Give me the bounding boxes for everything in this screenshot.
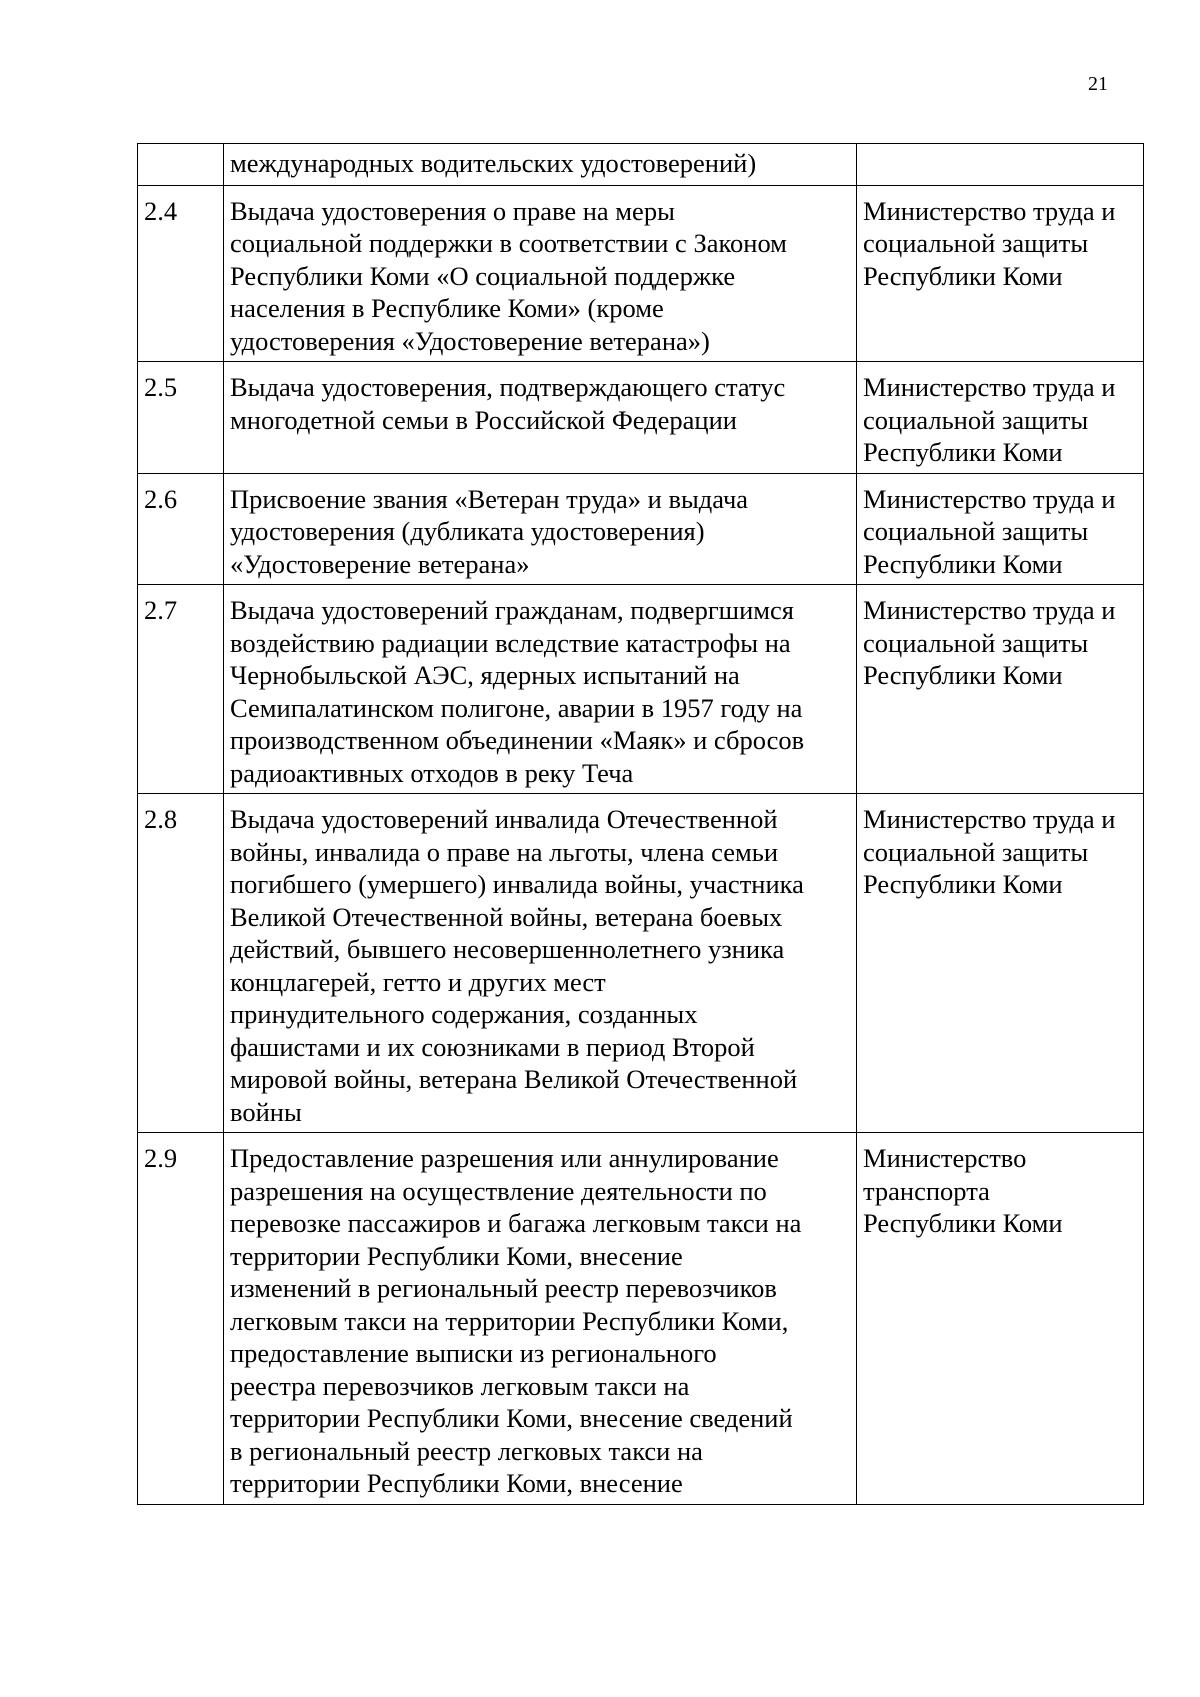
description-line: в региональный реестр легковых такси на <box>230 1435 703 1466</box>
organization-line: социальной защиты <box>863 404 1089 435</box>
description-line: удостоверения «Удостоверение ветерана») <box>230 325 710 356</box>
organization-line: Республики Коми <box>863 437 1063 467</box>
row-number <box>138 144 224 186</box>
row-number: 2.6 <box>138 473 224 585</box>
description-line: Выдача удостоверения, подтверждающего статус <box>230 372 786 402</box>
description-line: легковым такси на территории Республики Коми, <box>230 1305 789 1336</box>
row-number: 2.8 <box>138 794 224 1133</box>
organization-line: Республики Коми <box>863 660 1063 690</box>
table-row <box>138 585 1144 794</box>
responsible-organization <box>857 1133 1144 1505</box>
responsible-organization <box>857 185 1144 362</box>
description-line: воздействию радиации вследствие катастрофы на <box>230 627 791 658</box>
responsible-organization <box>857 585 1144 794</box>
organization-line: социальной защиты <box>863 516 1089 546</box>
organization-line: Республики Коми <box>863 548 1063 579</box>
service-description <box>224 185 857 362</box>
service-description <box>224 585 857 794</box>
service-description <box>224 362 857 474</box>
organization-line: социальной защиты <box>863 228 1089 258</box>
organization-line: транспорта <box>863 1175 990 1206</box>
description-line: территории Республики Коми, внесение сведений <box>230 1403 793 1433</box>
table-row <box>138 144 1144 186</box>
organization-line: Республики Коми <box>863 1208 1063 1238</box>
description-line: удостоверения (дубликата удостоверения) <box>230 516 705 546</box>
description-line: Выдача удостоверений гражданам, подвергшимся <box>230 595 794 625</box>
organization-line: Министерство труда и <box>863 195 1116 226</box>
description-line: Чернобыльской АЭС, ядерных испытаний на <box>230 660 740 690</box>
organization-line: Министерство <box>863 1143 1027 1173</box>
organization-line: социальной защиты <box>863 627 1089 658</box>
service-description <box>224 794 857 1133</box>
organization-line: Министерство труда и <box>863 372 1116 402</box>
description-line: фашистами и их союзниками в период Второй <box>230 1031 755 1062</box>
description-line: Выдача удостоверений инвалида Отечественной <box>230 804 778 834</box>
service-description <box>224 473 857 585</box>
organization-line: Республики Коми <box>863 869 1063 899</box>
table-row <box>138 794 1144 1133</box>
description-line: разрешения на осуществление деятельности по <box>230 1175 767 1206</box>
description-line: территории Республики Коми, внесение <box>230 1240 683 1271</box>
description-line: погибшего (умершего) инвалида войны, участника <box>230 869 804 899</box>
description-line: Предоставление разрешения или аннулирование <box>230 1143 779 1173</box>
description-line: мировой войны, ветерана Великой Отечественной <box>230 1064 798 1094</box>
description-line: войны, инвалида о праве на льготы, члена семьи <box>230 836 778 867</box>
description-line: перевозке пассажиров и багажа легковым такси на <box>230 1208 802 1238</box>
service-description <box>224 1133 857 1505</box>
services-table <box>137 143 1144 1505</box>
service-description <box>224 144 857 186</box>
responsible-organization <box>857 362 1144 474</box>
row-number: 2.4 <box>138 185 224 362</box>
description-line: производственном объединении «Маяк» и сбросов <box>230 725 805 755</box>
description-line: действий, бывшего несовершеннолетнего узника <box>230 934 785 964</box>
row-number: 2.9 <box>138 1133 224 1505</box>
organization-line: социальной защиты <box>863 836 1089 867</box>
description-line: Великой Отечественной войны, ветерана боевых <box>230 901 783 932</box>
description-line: территории Республики Коми, внесение <box>230 1468 683 1498</box>
description-line: предоставление выписки из регионального <box>230 1338 717 1368</box>
organization-line: Министерство труда и <box>863 483 1116 514</box>
description-line: реестра перевозчиков легковым такси на <box>230 1370 690 1401</box>
page-number: 21 <box>1088 73 1108 95</box>
table-row <box>138 185 1144 362</box>
description-line: изменений в региональный реестр перевозчиков <box>230 1273 777 1303</box>
row-number: 2.5 <box>138 362 224 474</box>
responsible-organization <box>857 473 1144 585</box>
organization-line: Республики Коми <box>863 260 1063 291</box>
description-line: концлагерей, гетто и других мест <box>230 966 606 997</box>
table-row <box>138 1133 1144 1505</box>
description-line: войны <box>230 1096 302 1127</box>
organization-line: Министерство труда и <box>863 595 1116 625</box>
responsible-organization <box>857 144 1144 186</box>
description-line: Присвоение звания «Ветеран труда» и выдача <box>230 483 749 514</box>
description-line: международных водительских удостоверений) <box>230 148 757 178</box>
description-line: многодетной семьи в Российской Федерации <box>230 404 737 435</box>
description-line: Семипалатинском полигоне, аварии в 1957 году на <box>230 692 803 723</box>
responsible-organization <box>857 794 1144 1133</box>
description-line: Республики Коми «О социальной поддержке <box>230 260 736 291</box>
description-line: социальной поддержки в соответствии с Законом <box>230 228 787 258</box>
description-line: «Удостоверение ветерана» <box>230 548 530 579</box>
table-row <box>138 362 1144 474</box>
row-number: 2.7 <box>138 585 224 794</box>
description-line: населения в Республике Коми» (кроме <box>230 293 664 323</box>
description-line: принудительного содержания, созданных <box>230 999 698 1029</box>
table-row <box>138 473 1144 585</box>
organization-line: Министерство труда и <box>863 804 1116 834</box>
description-line: Выдача удостоверения о праве на меры <box>230 195 675 226</box>
description-line: радиоактивных отходов в реку Теча <box>230 757 634 788</box>
